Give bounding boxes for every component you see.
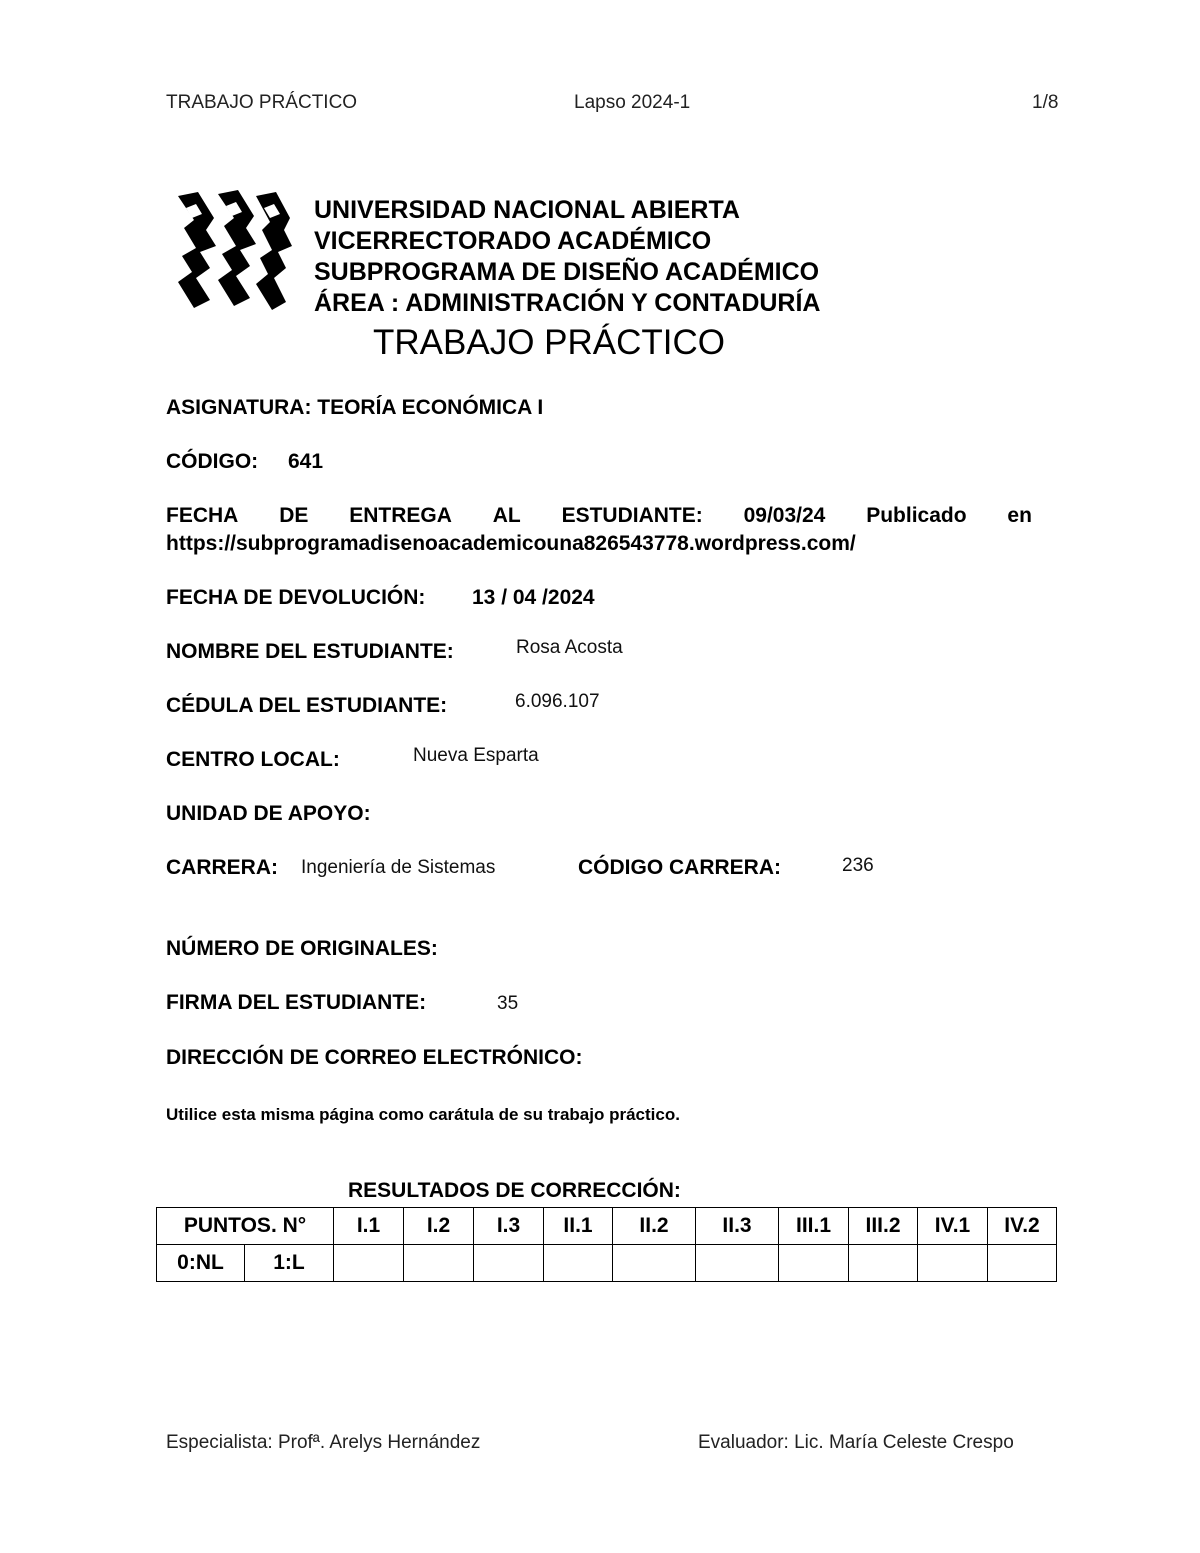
score-cell xyxy=(696,1245,779,1282)
column-header: IV.2 xyxy=(988,1208,1057,1245)
career-code-label: CÓDIGO CARRERA: xyxy=(578,856,781,879)
career-label: CARRERA: xyxy=(166,856,278,879)
delivery-word: DE xyxy=(279,504,309,527)
table-row xyxy=(157,1208,1057,1245)
vice-rectorate: VICERRECTORADO ACADÉMICO xyxy=(314,227,712,255)
column-header: II.1 xyxy=(544,1208,613,1245)
achieved-label: 1:L xyxy=(245,1245,334,1282)
score-cell xyxy=(474,1245,544,1282)
table-row xyxy=(157,1245,1057,1282)
score-cell xyxy=(613,1245,696,1282)
column-header: III.2 xyxy=(849,1208,918,1245)
column-header: I.1 xyxy=(334,1208,404,1245)
subprogram: SUBPROGRAMA DE DISEÑO ACADÉMICO xyxy=(314,258,820,286)
publication-url[interactable]: https://subprogramadisenoacademicouna826543778.wordpress.com/ xyxy=(166,532,856,555)
delivery-word: AL xyxy=(492,504,521,527)
email-label: DIRECCIÓN DE CORREO ELECTRÓNICO: xyxy=(166,1046,583,1069)
delivery-word: FECHA xyxy=(166,504,239,527)
code-value: 641 xyxy=(288,450,324,473)
score-cell xyxy=(544,1245,613,1282)
student-signature-label: FIRMA DEL ESTUDIANTE: xyxy=(166,991,427,1014)
area: ÁREA : ADMINISTRACIÓN Y CONTADURÍA xyxy=(314,289,821,317)
originals-count-label: NÚMERO DE ORIGINALES: xyxy=(166,937,438,960)
delivery-date-line xyxy=(166,504,1032,528)
student-name-label: NOMBRE DEL ESTUDIANTE: xyxy=(166,640,454,663)
column-header: IV.1 xyxy=(918,1208,988,1245)
student-name-value: Rosa Acosta xyxy=(516,637,623,658)
support-unit-label: UNIDAD DE APOYO: xyxy=(166,802,371,825)
points-header: PUNTOS. N° xyxy=(157,1208,334,1245)
code-label: CÓDIGO: xyxy=(166,450,259,473)
column-header: II.2 xyxy=(613,1208,696,1245)
una-logo-icon xyxy=(176,190,292,314)
score-cell xyxy=(334,1245,404,1282)
specialist: Especialista: Profª. Arelys Hernández xyxy=(166,1432,481,1453)
delivery-date: 09/03/24 xyxy=(743,504,826,527)
local-center-label: CENTRO LOCAL: xyxy=(166,748,340,771)
score-cell xyxy=(404,1245,474,1282)
header-left: TRABAJO PRÁCTICO xyxy=(166,92,358,113)
header-term: Lapso 2024-1 xyxy=(574,92,691,113)
local-center-value: Nueva Esparta xyxy=(413,745,539,766)
score-cell xyxy=(849,1245,918,1282)
delivery-word: ESTUDIANTE: xyxy=(561,504,703,527)
student-id-label: CÉDULA DEL ESTUDIANTE: xyxy=(166,694,448,717)
university-name: UNIVERSIDAD NACIONAL ABIERTA xyxy=(314,196,740,224)
column-header: III.1 xyxy=(779,1208,849,1245)
student-id-value: 6.096.107 xyxy=(515,691,600,712)
delivery-word: Publicado xyxy=(866,504,967,527)
career-code-value: 236 xyxy=(842,855,874,876)
results-table xyxy=(156,1207,1057,1282)
not-achieved-label: 0:NL xyxy=(157,1245,245,1282)
cover-instruction: Utilice esta misma página como carátula de su trabajo práctico. xyxy=(166,1105,680,1124)
results-title: RESULTADOS DE CORRECCIÓN: xyxy=(348,1179,681,1202)
document-title: TRABAJO PRÁCTICO xyxy=(373,323,725,362)
score-cell xyxy=(779,1245,849,1282)
column-header: I.2 xyxy=(404,1208,474,1245)
page-number: 1/8 xyxy=(1032,92,1059,113)
delivery-word: ENTREGA xyxy=(349,504,452,527)
column-header: I.3 xyxy=(474,1208,544,1245)
delivery-word: en xyxy=(1007,504,1032,527)
column-header: II.3 xyxy=(696,1208,779,1245)
subject-line: ASIGNATURA: TEORÍA ECONÓMICA I xyxy=(166,396,544,419)
student-signature-value: 35 xyxy=(497,993,519,1014)
return-date-label: FECHA DE DEVOLUCIÓN: xyxy=(166,586,426,609)
career-value: Ingeniería de Sistemas xyxy=(301,857,496,878)
return-date-value: 13 / 04 /2024 xyxy=(472,586,595,609)
evaluator: Evaluador: Lic. María Celeste Crespo xyxy=(698,1432,1014,1453)
score-cell xyxy=(918,1245,988,1282)
score-cell xyxy=(988,1245,1057,1282)
